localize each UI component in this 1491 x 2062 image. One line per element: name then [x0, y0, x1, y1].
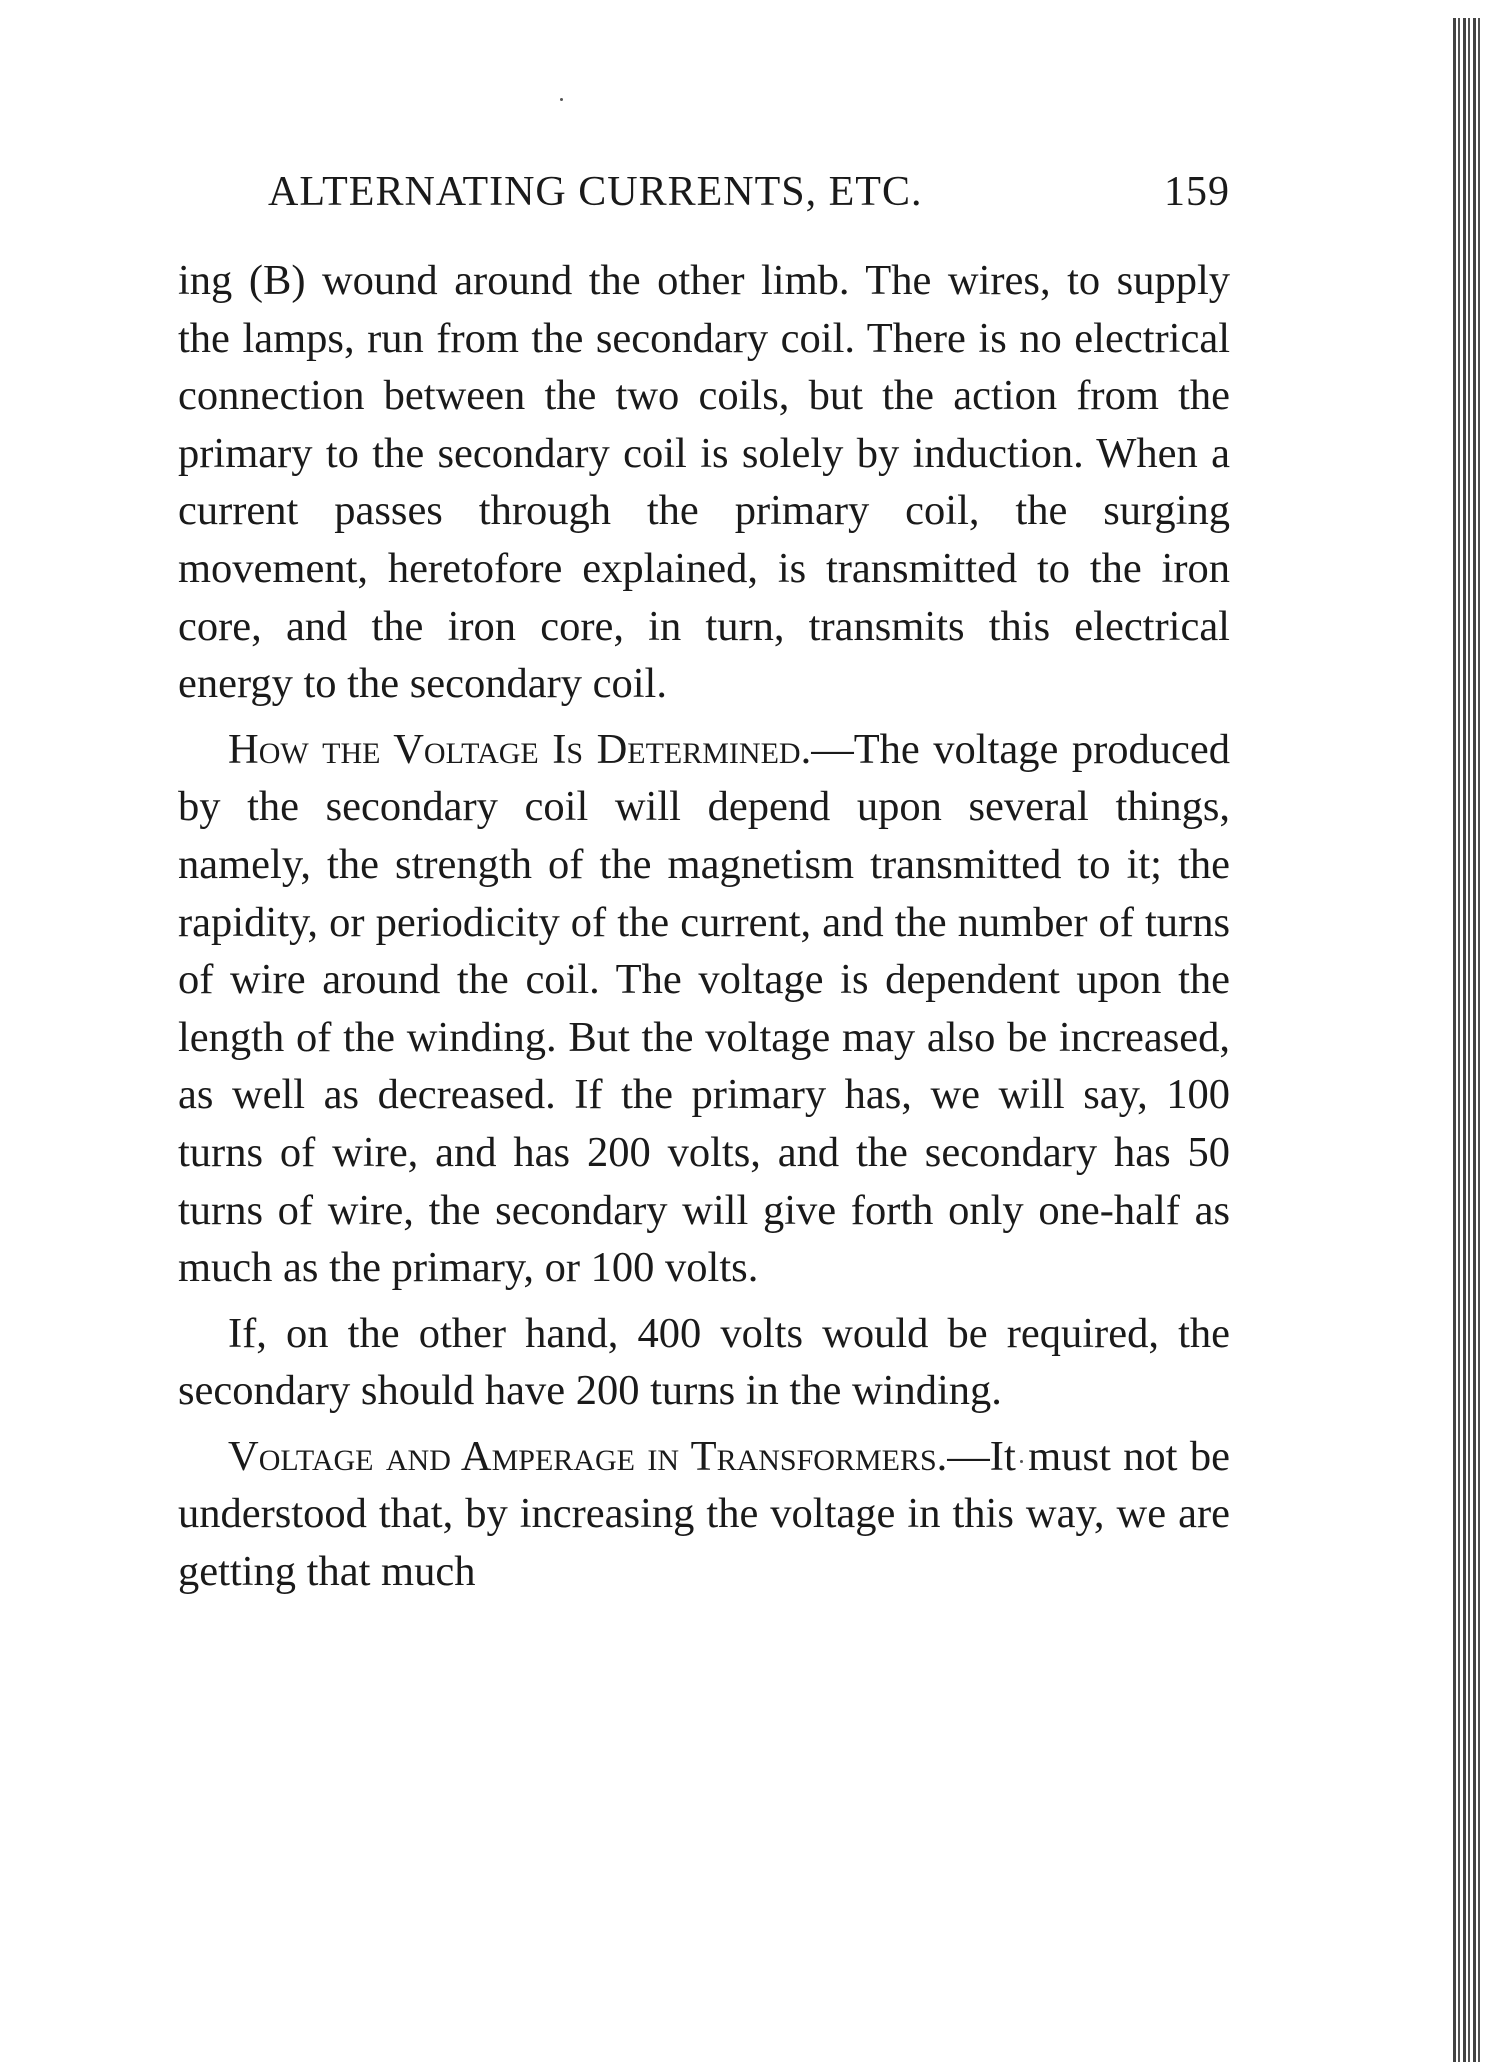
print-speck: [560, 98, 563, 101]
paragraph: [178, 1428, 1230, 1601]
running-header: [268, 168, 1230, 228]
running-header-title: ALTERNATING CURRENTS, ETC.: [268, 169, 923, 215]
section-heading: How the Voltage Is Determined.: [228, 725, 812, 773]
paragraph: [178, 1305, 1230, 1420]
paragraph: [178, 721, 1230, 1297]
paragraph-text: —It must not be understood that, by increasing the voltage in this way, we are getting that much: [178, 1432, 1230, 1596]
paragraph-text: —The voltage produced by the secondary coil will depend upon several things, namely, the strength of the magnetism transmitted to it; the rapidity, or periodicity of the current, and the number of turns of wire around the coil. The voltage is dependent upon the length of the winding. But the voltage may also be increased, as well as decreased. If the primary has, we will say, 100 turns of wire, and has 200 volts, and the secondary has 50 turns of wire, the secondary will give forth only one-half as much as the primary, or 100 volts.: [178, 725, 1231, 1292]
paragraph-text: ing (B) wound around the other limb. The wires, to supply the lamps, run from the secondary coil. There is no electrical connection between the two coils, but the action from the primary to the secondary coil is solely by induction. When a current passes through the primary coil, the surging movement, heretofore explained, is transmitted to the iron core, and the iron core, in turn, transmits this electrical energy to the secondary coil.: [178, 257, 1230, 708]
paragraph-text: If, on the other hand, 400 volts would be required, the secondary should have 200 turns in the winding.: [178, 1309, 1230, 1415]
page-edge-shadow: [1453, 18, 1481, 2062]
paragraph: [178, 252, 1230, 713]
section-heading: Voltage and Amperage in Transformers.: [228, 1432, 948, 1480]
body-text: [178, 252, 1230, 1601]
page-number: 159: [1164, 169, 1230, 215]
